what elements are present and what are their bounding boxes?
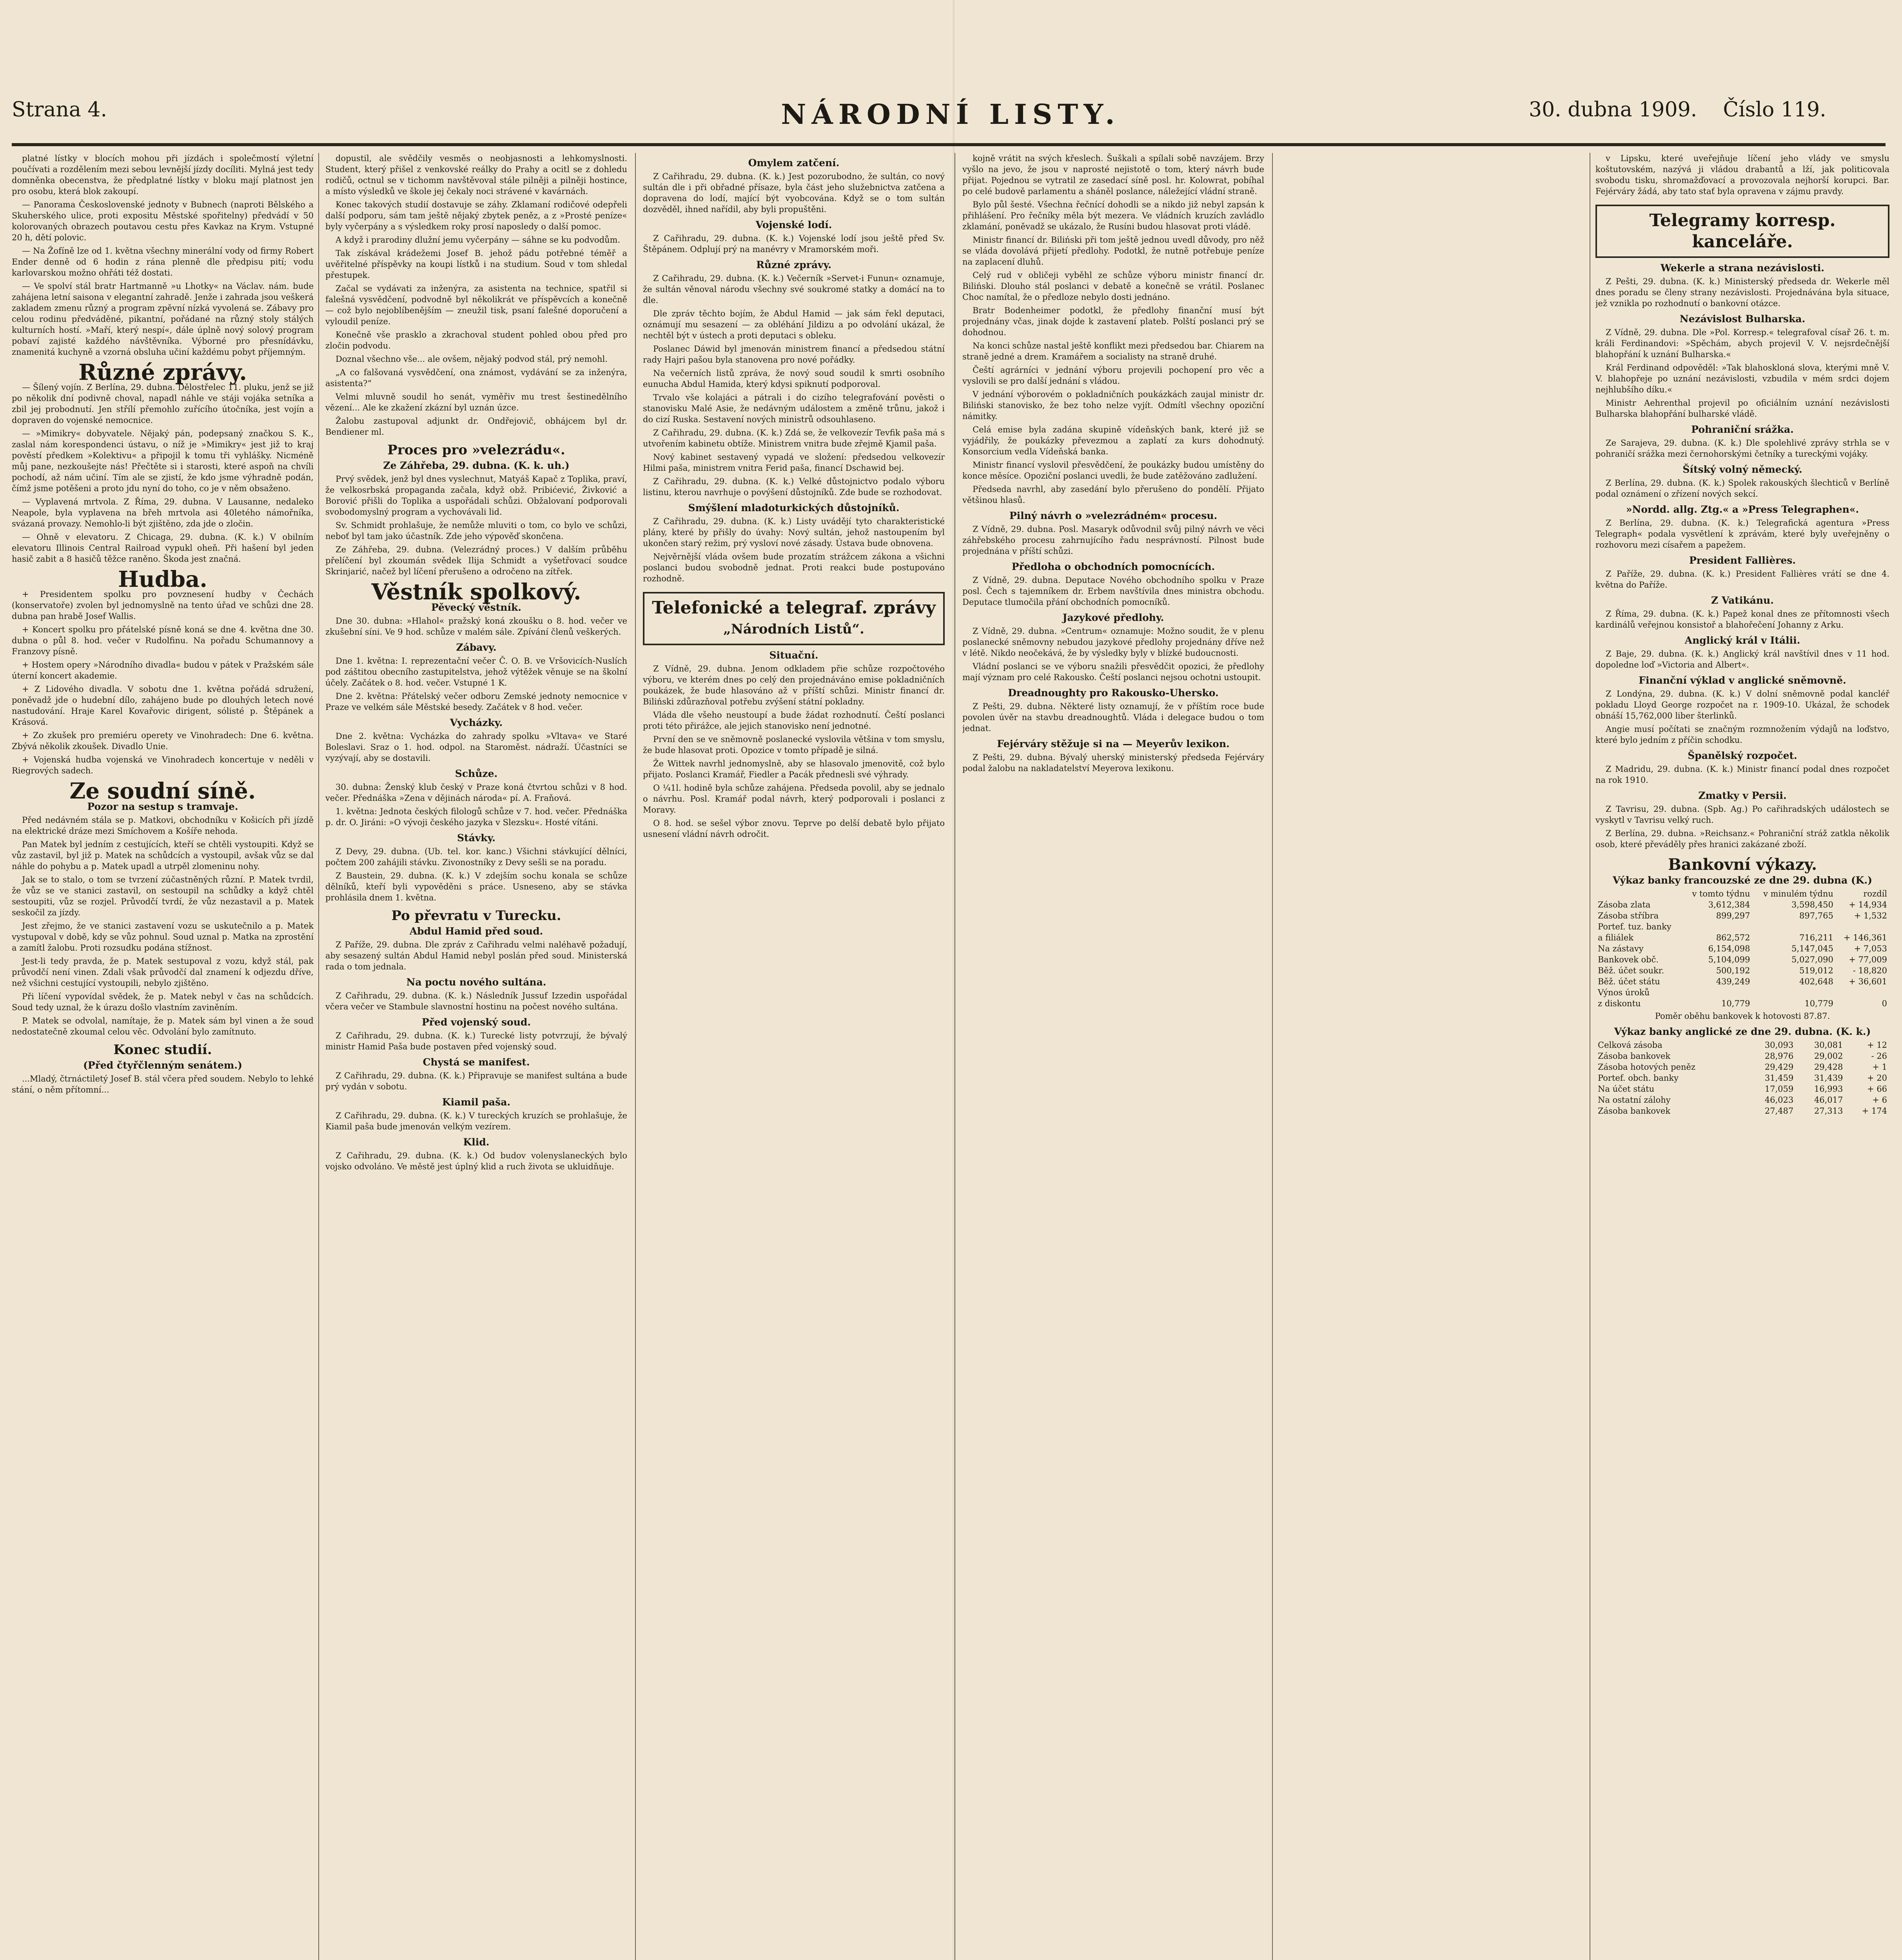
column-1 <box>12 153 314 1960</box>
paragraph: — »Mimikry« dobyvatele. Nějaký pán, podepsaný značkou S. K., zaslal nám korespondenci ústavu, o níž je »Mimikry« jest již to kraj pověstí předkem »Kolektivu« a připojil k tomu tři vyhlášky. Nicméně můj pane, nezkoušejte nás! Přečtěte si i starosti, které aspoň na chvíli pochodí, až nám učiní. Tím ale se zjistí, že kdo jsme výhradně podán, čímž jsme potěšeni a proto jdu nyní do toho, co je v něm obsaženo. <box>12 429 314 493</box>
table-cell: 5,027,090 <box>1791 955 1833 964</box>
paragraph: dopustil, ale svědčily vesměs o neobjasnosti a lehkomyslnosti. Student, který přišel z venkovské reálky do Prahy a ocitl se z dohledu rodičů, octnul se v tichomm navštěvoval stále pilněji a pilněji hostince, a místo výsledků ve škole jej čekaly noci strávené v kavárnách. <box>325 154 627 196</box>
paragraph: Pan Matek byl jedním z cestujících, kteří se chtěli vystoupiti. Když se vůz zastavil, byl již p. Matek na schůdcích a vystoupil, avšak vůz se dal náhle do pohybu a p. Matek upadl a utrpěl zlomeninu nohy. <box>12 840 314 871</box>
paragraph: — Panorama Československé jednoty v Bubnech (naproti Bělského a Skuherského ulice, proti expositu Městské spořitelny) předvádí v 50 kolorovaných obrazech poutavou cestu přes Kavkaz na Krym. Vstupné 20 h, dětí polovic. <box>12 200 314 242</box>
paragraph: Z Cařihradu, 29. dubna. (K. k.) Od budov volenyslaneckých bylo vojsko odvoláno. Ve městě jest úplný klid a ruch života se ukluidňuje. <box>325 1151 627 1171</box>
paragraph: Z Cařihradu, 29. dubna. (K. k.) Velké důstojnictvo podalo výboru listinu, kterou navrhuje o povýšení důstojníků. Zde bude se rozhodovat. <box>643 477 945 497</box>
article-heading: Španělský rozpočet. <box>1688 750 1797 761</box>
table-cell: + 1,532 <box>1854 911 1887 920</box>
article-heading: Situační. <box>769 650 819 661</box>
section-heading: Věstník spolkový. <box>371 579 581 605</box>
paragraph: Z Cařihradu, 29. dubna. (K. k.) Připravuje se manifest sultána a bude prý vydán v sobotu. <box>325 1071 627 1091</box>
article-heading: Z Vatikánu. <box>1711 595 1774 606</box>
article-heading: Abdul Hamid před soud. <box>409 926 543 937</box>
column-4 <box>962 153 1264 1960</box>
article-subheading: (Před čtyřčlenným senátem.) <box>83 1060 242 1071</box>
table-cell: Zásoba bankovek <box>1598 1106 1671 1116</box>
page-number: Strana 4. <box>12 98 107 122</box>
paragraph: Žalobu zastupoval adjunkt dr. Ondřejovič, obhájcem byl dr. Bendiener ml. <box>325 416 627 437</box>
paragraph: ...Mladý, čtrnáctiletý Josef B. stál včera před soudem. Nebylo to lehké stání, o něm přítomní... <box>12 1074 314 1094</box>
paragraph: O 8. hod. se sešel výbor znovu. Teprve po delší debatě bylo přijato usnesení vládní návrh odročit. <box>643 818 945 839</box>
table-row <box>1595 1094 1889 1105</box>
paragraph: Z Pešti, 29. dubna. (K. k.) Ministerský předseda dr. Wekerle měl dnes poradu se členy strany nezávislosti. Projednávána byla situace, jež vznikla po rozhodnutí o bankovní otázce. <box>1595 277 1889 308</box>
paragraph: Z Vídně, 29. dubna. Dle »Pol. Korresp.« telegrafoval císař 26. t. m. králi Ferdinandovi: »Spěchám, abych projevil V. V. nejsrdečnější blahopřání k uznání Bulharska.« <box>1595 328 1889 359</box>
table-cell: 31,439 <box>1814 1073 1843 1083</box>
table-row <box>1595 998 1889 1009</box>
paragraph: Jest zřejmo, že ve stanici zastavení vozu se uskutečnilo a p. Matek vystupoval v době, kdy se vůz pohnul. Soud uznal p. Matka na zprostění a zamítl žalobu. Proti rozsudku podána stížnost. <box>12 921 314 953</box>
table-cell: 862,572 <box>1716 933 1750 942</box>
paragraph: Jak se to stalo, o tom se tvrzení zúčastněných různí. P. Matek tvrdil, že vůz se ve stanici zastavil, on sestoupil na schůdky a když chtěl sestoupiti, vůz se rozjel. Průvodčí tvrdí, že vůz nezastavil a p. Matek seskočil za jízdy. <box>12 875 314 917</box>
table-cell: Na účet státu <box>1598 1084 1655 1094</box>
table-cell: + 6 <box>1872 1095 1887 1105</box>
article-heading: Anglický král v Itálii. <box>1684 635 1800 646</box>
paragraph: Z Devy, 29. dubna. (Ub. tel. kor. kanc.) Všichni stávkující dělníci, počtem 200 zahájili stávku. Zivonostníky z Devy sešli se na poradu. <box>325 847 627 867</box>
table-cell: Výnos úroků <box>1598 988 1650 997</box>
table-cell: - 18,820 <box>1853 966 1887 975</box>
table-cell <box>1836 987 1889 998</box>
paragraph: Z Tavrisu, 29. dubna. (Spb. Ag.) Po cařihradských událostech se vyskytl v Tavrisu velký ruch. <box>1595 804 1889 825</box>
article-heading: Šítský volný německý. <box>1682 464 1802 475</box>
table-cell: - 26 <box>1871 1051 1887 1061</box>
paragraph: 1. května: Jednota českých filologů schůze v 7. hod. večer. Přednáška p. dr. O. Jiráni: »O vývoji českého jazyka v Slezsku«. Hosté vítáni. <box>325 807 627 827</box>
section-heading: Bankovní výkazy. <box>1668 855 1817 874</box>
article-heading: Na poctu nového sultána. <box>406 976 546 988</box>
table-cell: z diskontu <box>1598 999 1641 1008</box>
paragraph: Že Wittek navrhl jednomyslně, aby se hlasovalo jmenovitě, což bylo přijato. Poslanci Kramář, Fiedler a Pacák přednesli své výhrady. <box>643 759 945 779</box>
table-cell: + 1 <box>1872 1062 1887 1072</box>
paragraph: Předseda navrhl, aby zasedání bylo přerušeno do pondělí. Přijato většinou hlasů. <box>962 485 1264 505</box>
article-heading: Schůze. <box>455 768 498 779</box>
table-cell: + 14,934 <box>1849 900 1887 909</box>
paragraph: Při líčení vypovídal svědek, že p. Matek nebyl v čas na schůdcích. Soud tedy uznal, že k úrazu došlo vlastním zaviněním. <box>12 992 314 1012</box>
paragraph: Sv. Schmidt prohlašuje, že nemůže mluviti o tom, co bylo ve schůzi, neboť byl tam jako účastník. Zde jeho výpověď skončena. <box>325 521 627 541</box>
bank-table-france <box>1595 888 1889 1009</box>
article-subheading: Ze Záhřeba, 29. dubna. (K. k. uh.) <box>383 460 570 471</box>
table-cell: + 146,361 <box>1843 933 1887 942</box>
table-cell: 31,459 <box>1764 1073 1794 1083</box>
paragraph: — Ohně v elevatoru. Z Chicaga, 29. dubna. (K. k.) V obilním elevatoru Illinois Central Railroad vypukl oheň. Při hašení byl jeden hasič zabit a 8 hasičů těžce raněno. Škoda jest značná. <box>12 532 314 564</box>
article-heading: Smýšlení mladoturkických důstojníků. <box>688 502 900 514</box>
table-cell: 27,313 <box>1814 1106 1843 1116</box>
paragraph: Ministr Aehrenthal projevil po oficiálním uznání nezávislosti Bulharska blahopřání bulharské vládě. <box>1595 398 1889 419</box>
article-heading: Kiamil paša. <box>442 1096 511 1108</box>
table-note: Poměr oběhu bankovek k hotovosti 87.87. <box>1655 1011 1830 1021</box>
table-row <box>1595 943 1889 954</box>
column-5 <box>1595 153 1889 1960</box>
article-heading: Wekerle a strana nezávislosti. <box>1661 262 1824 274</box>
paragraph: Z Cařihradu, 29. dubna. (K. k.) Listy uvádějí tyto charakteristické plány, které by přišly do úvahy: Nový sultán, jehož nastoupením byl ukončen starý režim, prý vysloví nové zásady. Ústava bude obnovena. <box>643 517 945 548</box>
paragraph: Dne 2. května: Vycházka do zahrady spolku »Vltava« ve Staré Boleslavi. Sraz o 1. hod. odpol. na Staroměst. nádraží. Účastníci se vyzývají, aby se dostavili. <box>325 731 627 763</box>
paragraph: Z Říma, 29. dubna. (K. k.) Papež konal dnes ze přítomnosti všech kardinálů veřejnou konsistoř a blahořečení Johanny z Arku. <box>1595 609 1889 630</box>
table-cell: Celková zásoba <box>1598 1040 1662 1050</box>
paragraph: Z Vídně, 29. dubna. »Centrum« oznamuje: Možno soudit, že v plenu poslanecké sněmovny nebudou jazykové předlohy projednány dříve než v létě. Nikdo neočekává, že by výsledky byly v blízké budoucnosti. <box>962 626 1264 658</box>
article-heading: Před vojenský soud. <box>421 1016 531 1028</box>
table-row <box>1595 987 1889 998</box>
column-rule <box>635 153 636 1960</box>
table-cell: 46,023 <box>1764 1095 1794 1105</box>
paragraph: Ze Sarajeva, 29. dubna. (K. k.) Dle spolehlivé zprávy strhla se v pohraničí srážka mezi černohorskými četníky a tureckými vojáky. <box>1595 438 1889 459</box>
table-header-cell: rozdíl <box>1863 889 1887 898</box>
paragraph: Z Berlína, 29. dubna. (K. k.) Telegrafická agentura »Press Telegraph« podala vysvětlení k zprávám, které byly uveřejněny o rozhovoru mezi císařem a papežem. <box>1595 518 1889 550</box>
article-heading: Zmatky v Persii. <box>1698 790 1787 801</box>
paragraph: Z Baustein, 29. dubna. (K. k.) V zdejším sochu konala se schůze dělníků, kteří byli vypověděni s práce. Usneseno, aby se stávka prohlásila dnem 1. května. <box>325 871 627 902</box>
paragraph: Z Londýna, 29. dubna. (K. k.) V dolní sněmovně podal kancléř pokladu Lloyd George rozpočet na r. 1909-10. Ukázal, že schodek obnáší 15,762,000 liber šterlinků. <box>1595 689 1889 720</box>
article-heading: Nezávislost Bulharska. <box>1679 313 1806 325</box>
section-heading: Po převratu v Turecku. <box>391 908 561 924</box>
issue-number: Číslo 119. <box>1723 98 1826 122</box>
article-heading: Jazykové předlohy. <box>1062 612 1164 623</box>
table-cell: 30,093 <box>1764 1040 1794 1050</box>
paragraph: Z Cařihradu, 29. dubna. (K. k.) Turecké listy potvrzují, že bývalý ministr Hamid Paša bude postaven před vojenský soud. <box>325 1031 627 1051</box>
table-cell: 5,147,045 <box>1791 944 1833 953</box>
table-cell: 17,059 <box>1764 1084 1794 1094</box>
table-cell: 10,779 <box>1804 999 1833 1008</box>
paragraph: P. Matek se odvolal, namítaje, že p. Matek sám byl vinen a že soud nedostatečně zkoumal celou věc. Odvolání bylo zamítnuto. <box>12 1016 314 1036</box>
table-cell: 439,249 <box>1716 977 1750 986</box>
paragraph: Z Madridu, 29. dubna. (K. k.) Ministr financí podal dnes rozpočet na rok 1910. <box>1595 764 1889 785</box>
article-heading: »Nordd. allg. Ztg.« a »Press Telegraphen«. <box>1626 504 1859 515</box>
paragraph: A když i prarodiny dlužní jemu vyčerpány — sáhne se ku podvodům. <box>336 235 621 245</box>
table-cell: 46,017 <box>1814 1095 1843 1105</box>
paragraph: + Koncert spolku pro přátelské písně koná se dne 4. května dne 30. dubna o půl 8. hod. večer v Rudolfinu. Na pořadu Schumannovy a Franzovy písně. <box>12 625 314 656</box>
paragraph: + Z Lidového divadla. V sobotu dne 1. května pořádá sdružení, poněvadž jde o hudební dílo, zahájeno bude po dlouhých letech nové nastudování. Hraje Karel Kovařovic dirigent, sólisté p. Štěpánek a Krásová. <box>12 684 314 727</box>
table-cell: + 77,009 <box>1849 955 1887 964</box>
table-row <box>1595 965 1889 976</box>
paragraph: — Vyplavená mrtvola. Z Říma, 29. dubna. V Lausanne, nedaleko Neapole, byla vyplavena na břeh mrtvola asi 40letého námořníka, svázaná provazy. Nemohlo-li být zjištěno, zda jde o zločin. <box>12 497 314 528</box>
table-cell: a filiálek <box>1598 933 1634 942</box>
paragraph: + Presidentem spolku pro povznesení hudby v Čechách (konservatoře) zvolen byl jednomyslně na tento úřad ve schůzi dne 28. dubna pan hrabě Josef Wallis. <box>12 590 314 621</box>
paragraph: Z Cařihradu, 29. dubna. (K. k.) Večerník »Servet-i Funun« oznamuje, že sultán věnoval národu všechny své soukromé statky a domácí na to dle. <box>643 274 945 305</box>
paragraph: Z Paříže, 29. dubna. (K. k.) President Fallières vrátí se dne 4. května do Paříže. <box>1595 569 1889 590</box>
table-cell: Běž. účet soukr. <box>1598 966 1664 975</box>
paragraph: kojně vrátit na svých křeslech. Šuškali a spílali sobě navzájem. Brzy vyšlo na jevo, že jsou v naprosté nejistotě o tom, který návrh bude přijat. Pojednou se vytratil ze zasedací síně posl. hr. Kolowrat, pobíhal po celé budově parlamentu a sháněl poslance, náležející vládní straně. <box>962 154 1264 196</box>
table-cell: Zásoba zlata <box>1598 900 1651 909</box>
paragraph: Z Vídně, 29. dubna. Posl. Masaryk odůvodnil svůj pilný návrh ve věci záhřebského procesu zahrnujícího řadu nesprávností. Pilnost bude projednána v příští schůzi. <box>962 524 1264 556</box>
table-header-cell: v tomto týdnu <box>1692 889 1750 898</box>
table-cell: 3,598,450 <box>1791 900 1833 909</box>
table-cell: Bankovek obč. <box>1598 955 1659 964</box>
table-row <box>1595 1105 1889 1116</box>
article-heading: Chystá se manifest. <box>423 1056 530 1068</box>
table-heading: Výkaz banky anglické ze dne 29. dubna. (K. k.) <box>1614 1026 1871 1037</box>
paragraph: Dne 2. května: Přátelský večer odboru Zemské jednoty nemocnice v Praze ve velkém sále Městské besedy. Začátek v 8 hod. večer. <box>325 691 627 712</box>
table-cell: 29,429 <box>1764 1062 1794 1072</box>
table-heading: Výkaz banky francouzské ze dne 29. dubna (K.) <box>1613 875 1872 886</box>
paragraph: Na večerních listů zpráva, že nový soud soudil k smrti osobního eunucha Abdul Hamida, který kdysi spiknutí podporoval. <box>643 368 945 389</box>
paragraph: Z Pešti, 29. dubna. Bývalý uherský ministerský předseda Fejérváry podal žalobu na nakladatelství Meyerova lexikonu. <box>962 753 1264 773</box>
paragraph: Celý rud v obličeji vyběhl ze schůze výboru ministr financí dr. Biliński. Dlouho stál poslanci v debatě a konečně se vrátil. Poslanec Choc namítal, že o předloze nebylo dosti jednáno. <box>962 270 1264 302</box>
table-cell: Portef. obch. banky <box>1598 1073 1679 1083</box>
paragraph: Z Cařihradu, 29. dubna. (K. k.) Zdá se, že velkovezír Tevfik paša má s utvořením kabinetu obtíže. Ministrem vnitra bude zřejmě Kjamil paša. <box>643 428 945 448</box>
paragraph: 30. dubna: Ženský klub český v Praze koná čtvrtou schůzi v 8 hod. večer. Přednáška »Zena v dějinách národa« pí. A. Fraňová. <box>325 782 627 803</box>
table-cell: 28,976 <box>1764 1051 1794 1061</box>
paragraph: — Na Žofíně lze od 1. května všechny minerální vody od firmy Robert Ender denně od 6 hodin z rána plenně dle předpisu pití; vodu karlovarskou možno ohřáti též dostati. <box>12 246 314 278</box>
table-cell: + 36,601 <box>1849 977 1887 986</box>
paragraph: Bratr Bodenheimer podotkl, že předlohy finanční musí být projednány včas, jinak dojde k zastavení plateb. Polští poslanci prý se dohodnou. <box>962 306 1264 337</box>
paragraph: Vláda dle všeho neustoupí a bude žádat rozhodnutí. Čeští poslanci proti této přirážce, ale jejich stanovisko není jednotné. <box>643 710 945 731</box>
paragraph: Doznal všechno vše... ale ovšem, nějaký podvod stál, prý nemohl. <box>336 354 608 364</box>
issue-dateline <box>1529 98 1826 141</box>
paragraph: Z Cařihradu, 29. dubna. (K. k.) V tureckých kruzích se prohlašuje, že Kiamil paša bude jmenován velkým vezírem. <box>325 1111 627 1131</box>
table-header-cell: v minulém týdnu <box>1763 889 1833 898</box>
table-row <box>1595 932 1889 943</box>
column-3 <box>643 153 945 1960</box>
table-cell: + 20 <box>1867 1073 1887 1083</box>
paragraph: + Hostem opery »Národního divadla« budou v pátek v Pražském sále úterní koncert akademie. <box>12 660 314 681</box>
paragraph: Konec takových studií dostavuje se záhy. Zklamaní rodičové odepřeli další podporu, sám tam ještě nějaký zbytek peněz, a z »Prosté peníze« byly vyčerpány a s výsledkem roky prosí naposledy o další pomoc. <box>325 200 627 231</box>
table-cell: Na zástavy <box>1598 944 1644 953</box>
paragraph: + Zo zkušek pro premiéru operety ve Vinohradech: Dne 6. května. Zbývá několik zkoušek. Divadlo Unie. <box>12 731 314 751</box>
table-row <box>1595 1051 1889 1062</box>
table-row <box>1595 1073 1889 1083</box>
table-cell: 6,154,098 <box>1708 944 1750 953</box>
paragraph: Z Baje, 29. dubna. (K. k.) Anglický král navštívil dnes v 11 hod. dopoledne loď »Victoria and Albert«. <box>1595 649 1889 670</box>
table-cell: 897,765 <box>1799 911 1833 920</box>
table-cell: 899,297 <box>1716 911 1750 920</box>
box-title: Telegramy korresp. kanceláře. <box>1649 211 1836 252</box>
paragraph: O ¼1l. hodině byla schůze zahájena. Předseda povolil, aby se jednalo o návrhu. Posl. Kramář podal návrh, který podporovali i poslanci z Moravy. <box>643 783 945 815</box>
paragraph: Na konci schůze nastal ještě konflikt mezi předsedou bar. Chiarem na straně jedné a drem. Kramářem a socialisty na straně druhé. <box>962 341 1264 361</box>
article-heading: Pohraniční srážka. <box>1691 424 1794 435</box>
section-heading: Hudba. <box>118 566 207 592</box>
box-subtitle: „Národních Listů“. <box>723 621 864 637</box>
table-cell: + 66 <box>1867 1084 1887 1094</box>
paragraph: Z Paříže, 29. dubna. Dle zpráv z Cařihradu velmi naléhavě požadují, aby sesazený sultán Abdul Hamid nebyl poslán před soud. Ministerská rada o tom jednala. <box>325 940 627 971</box>
paragraph: Král Ferdinand odpověděl: »Tak blahoskloná slova, kterými mně V. V. blahopřeje po uznání nezávislosti, vzbudila v mém srdci dojem nejhlubšího díku.« <box>1595 363 1889 394</box>
paragraph: Z Vídně, 29. dubna. Jenom odkladem přie schůze rozpočtového výboru, ve kterém dnes po celý den projednáváno emise pokladničních poukázek, že bude hlasováno až v příští schůzi. Ministr financí dr. Biliński zdůrazňoval potřebu zvýšení státní pokladny. <box>643 664 945 706</box>
box-title: Telefonické a telegraf. zprávy <box>652 598 936 618</box>
table-cell: Zásoba bankovek <box>1598 1051 1671 1061</box>
paragraph: První den se ve sněmovně poslanecké vyslovila většina v tom smyslu, že bude hlasovat proti. Opozice v tomto případě je silná. <box>643 735 945 755</box>
table-cell: Běž. účet státu <box>1598 977 1660 986</box>
table-cell: 3,612,384 <box>1708 900 1750 909</box>
table-cell: + 12 <box>1867 1040 1887 1050</box>
article-heading: Konec studií. <box>113 1042 212 1058</box>
telegram-korresp-box <box>1595 205 1889 258</box>
paragraph: Prvý svědek, jenž byl dnes vyslechnut, Matyáš Kapač z Toplika, praví, že velkosrbská propaganda začala, když obž. Pribićević, Živković a Borović přišli do Toplika a uspořádali schůzi. Obžalovaní podporovali svobodomyslný program a vychovávali lid. <box>325 474 627 517</box>
paragraph: Dne 1. května: I. reprezentační večer Č. O. B. ve Vršovicích-Nuslích pod záštitou obecního zastupitelstva, jehož výtěžek věnuje se na školní účely. Začátek o 8. hod. večer. Vstupné 1 K. <box>325 656 627 688</box>
table-row <box>1595 1083 1889 1094</box>
table-row <box>1595 921 1889 932</box>
paragraph: — Ve spolví stál bratr Hartmanně »u Lhotky« na Václav. nám. bude zahájena letní saisona v elegantní zahradě. Jenže i zahrada jsou veškerá zakladem zmenu různý a program zpěvní nízká vyvolená se. Zábavy pro celou rodinu předváděné, pikantní, pořádané na různý stoly stálých kulturních hostí. »Maří, který nespí«, dále úplně nový solový program pobaví zajisté každého návštěvníka. Výborné pro přesnídávku, znamenitá kuchyně a vzorná obsluha učiní každému pobyt příjemným. <box>12 281 314 357</box>
column-2 <box>325 153 627 1960</box>
paragraph: Ministr financí dr. Biliński při tom ještě jednou uvedl důvody, pro něž se vláda dovolává přijetí předlohy. Podotkl, že nutně potřebuje peníze na zaplacení dluhů. <box>962 235 1264 267</box>
article-heading: President Fallières. <box>1689 555 1796 566</box>
article-heading: Předloha o obchodních pomocnících. <box>1011 561 1215 572</box>
table-cell: 16,993 <box>1814 1084 1843 1094</box>
article-heading: Dreadnoughty pro Rakousko-Uhersko. <box>1008 687 1219 699</box>
paragraph: Poslanec Dáwid byl jmenován ministrem financí a předsedou státní rady Hajri pašou byla stanovena pro nové pořádky. <box>643 344 945 365</box>
table-row <box>1595 976 1889 987</box>
paragraph: + Vojenská hudba vojenská ve Vinohradech koncertuje v neděli v Riegrových sadech. <box>12 755 314 775</box>
article-heading: Různé zprávy. <box>756 259 831 270</box>
table-cell <box>1682 921 1752 932</box>
table-cell: 0 <box>1882 999 1887 1008</box>
column-rule <box>1272 153 1273 1960</box>
paragraph: „A co falšovaná vysvědčení, ona známost, vydávání se za inženýra, asistenta?“ <box>325 368 627 388</box>
article-heading: Pilný návrh o »velezrádném« procesu. <box>1009 510 1218 521</box>
table-cell: Portef. tuz. banky <box>1598 922 1672 931</box>
table-cell: + 174 <box>1862 1106 1887 1116</box>
paragraph: Z Cařihradu, 29. dubna. (K. k.) Vojenské lodí jsou ještě před Sv. Štěpánem. Odplují prý na manévry v Mramorském moři. <box>643 234 945 254</box>
article-heading: Vojenské lodí. <box>755 219 832 230</box>
masthead: NÁRODNÍ LISTY. <box>781 98 1120 131</box>
table-cell <box>1753 921 1836 932</box>
article-heading: Pěvecký věstník. <box>431 602 521 613</box>
paragraph: Ze Záhřeba, 29. dubna. (Velezrádný proces.) V dalším průběhu přelíčení byl zkoumán svědek Ilija Schmidt a vyšetřovací soudce Skrinjarić, načež byl líčení přerušeno a odročeno na zítřek. <box>325 545 627 576</box>
table-cell <box>1836 921 1889 932</box>
paragraph: Celá emise byla zadána skupině vídeňských bank, které již se vyjádřily, že poukázky převezmou a zaplatí za kurs dohodnutý. Konsorcium vedla Vídeňská banka. <box>962 425 1264 456</box>
paragraph: Angie musí počítati se značným rozmnožením výdajů na loďstvo, které bylo jedním z příčin schodku. <box>1595 724 1889 745</box>
section-heading: Různé zprávy. <box>78 359 247 385</box>
paragraph: Z Cařihradu, 29. dubna. (K. k.) Následník Jussuf Izzedin uspořádal včera večer ve Stambule slavnostní hostinu na počest nového sultána. <box>325 991 627 1011</box>
table-cell: 500,192 <box>1716 966 1750 975</box>
table-row <box>1595 1062 1889 1073</box>
paragraph: — Šílený vojín. Z Berlína, 29. dubna. Dělostřelec 11. pluku, jenž se již po několik dní podivně choval, napadl náhle ve stáji vojáka setníka a zbil jej probodnutí. Jen střílí přemohlo zuřícího útočníka, jest vojín a dopraven do vojenské nemocnice. <box>12 383 314 425</box>
article-heading: Zábavy. <box>456 642 497 653</box>
article-heading: Omylem zatčení. <box>748 157 840 169</box>
paragraph: Velmi mluvně soudil ho senát, vyměřiv mu trest šestinedělního vězení... Ale ke zkažení zkázní byl uznán úzce. <box>325 392 627 412</box>
table-cell: 29,002 <box>1814 1051 1843 1061</box>
table-header-cell <box>1595 888 1682 899</box>
article-heading: Finanční výklad v anglické sněmovně. <box>1639 675 1846 686</box>
section-heading: Ze soudní síně. <box>69 778 256 804</box>
table-cell: 716,211 <box>1799 933 1833 942</box>
paragraph: platné lístky v blocích mohou při jízdách i společmostí výletní poučívati a rozdělením mezi sebou levnější jízdy docíliti. Mylná jest tedy domněnka obecenstva, že předplatné lístky v bloku mají platnost jen pro osobu, která blok zakoupí. <box>12 154 314 196</box>
article-heading: Klid. <box>463 1136 490 1148</box>
paragraph: Dne 30. dubna: »Hlahol« pražský koná zkoušku o 8. hod. večer ve zkušební síni. Ve 9 hod. schůze v malém sále. Zpívání členů veškerých. <box>325 616 627 637</box>
issue-date: 30. dubna 1909. <box>1529 98 1697 122</box>
table-cell <box>1753 987 1836 998</box>
column-rule <box>318 153 319 1960</box>
table-row <box>1595 1040 1889 1051</box>
table-cell: 402,648 <box>1799 977 1833 986</box>
table-cell: Zásoba stříbra <box>1598 911 1659 920</box>
table-cell: 519,012 <box>1799 966 1833 975</box>
paragraph: Z Berlína, 29. dubna. »Reichsanz.« Pohraniční stráž zatkla několik osob, které převáděly přes hranici zakázané zboží. <box>1595 829 1889 849</box>
table-cell: 10,779 <box>1721 999 1750 1008</box>
paragraph: Tak získával krádežemi Josef B. jehož pádu potřebné téměř a uvěřitelné příspěvky na koupi lístků i na studium. Soud v tom shledal přestupek. <box>325 249 627 280</box>
paragraph: Před nedávném stála se p. Matkovi, obchodníku v Košicích při jízdě na elektrické dráze mezi Smíchovem a Košíře nehoda. <box>12 815 314 836</box>
paragraph: Jest-li tedy pravda, že p. Matek sestupoval z vozu, když stál, pak průvodčí není vinen. Zdali však průvodčí dal znamení k odjezdu dříve, než všichni cestující vystoupili, nebylo zjištěno. <box>12 956 314 988</box>
header-rule <box>12 143 1886 146</box>
paragraph: Nový kabinet sestavený vypadá ve složení: předsedou velkovezír Hilmi paša, ministrem vnitra Ferid paša, financí Dschawid bej. <box>643 452 945 473</box>
paragraph: Z Berlína, 29. dubna. (K. k.) Spolek rakouských šlechticů v Berlíně podal oznámení o zřízení nových sekcí. <box>1595 478 1889 499</box>
paragraph: Ministr financí vyslovil přesvědčení, že poukázky budou umístěny do konce měsíce. Opoziční poslanci uvedli, že bude zatěžováno zadlužení. <box>962 460 1264 481</box>
paper-fold <box>953 0 955 1960</box>
paragraph: Bylo půl šesté. Všechna řečnící dohodli se a nikdo již nebyl zapsán k přihlášení. Pro řečníky měla být mezera. Ve vládních kruzích zavládlo zklamání, poněvadž se ukázalo, že Rusíni budou hlasovat proti vládě. <box>962 200 1264 231</box>
table-cell: + 7,053 <box>1854 944 1887 953</box>
table-cell: 30,081 <box>1814 1040 1843 1050</box>
article-heading: Stávky. <box>457 832 495 844</box>
table-cell: 5,104,099 <box>1708 955 1750 964</box>
paragraph: Začal se vydávati za inženýra, za asistenta na technice, spatřil si falešná vysvědčení, podvodně byl několikrát ve příspěvcích a konečně — což bylo nejoblíbenějším — zneužil tisk, psaní falešné doporučení a vyloudil peníze. <box>325 284 627 326</box>
paragraph: Z Pešti, 29. dubna. Některé listy oznamují, že v příštím roce bude povolen úvěr na stavbu dreadnoughtů. Vláda i delegace budou o tom jednat. <box>962 702 1264 733</box>
table-row <box>1595 954 1889 965</box>
paragraph: Nejvěrnější vláda ovšem bude prozatím strážcem zákona a všichni poslanci budou svobodně jednat. Proti reakci bude postupováno rozhodně. <box>643 552 945 583</box>
telegram-section-box <box>643 592 945 645</box>
paragraph: v Lipsku, které uveřejňuje líčení jeho vlády ve smyslu koštutovském, nazývá ji vládou drabantů a lží, jak politicovala svobodu tisku, shromažďovací a provozovala nejhorší korupci. Bar. Fejérváry žádá, aby tato stať byla opravena v zájmu pravdy. <box>1595 154 1889 196</box>
paragraph: Z Vídně, 29. dubna. Deputace Nového obchodního spolku v Praze posl. Čech s tajemníkem dr. Erbem navštívila dnes ministra obchodu. Deputace tlumočila přání obchodních pomocníků. <box>962 575 1264 607</box>
article-heading: Proces pro »velezrádu«. <box>387 442 565 458</box>
paragraph: Z Cařihradu, 29. dubna. (K. k.) Jest pozorubodno, že sultán, co nový sultán dle i při obřadné přísaze, byla část jeho služebnictva zatčena a dopravena do lodí, mající být vyobcována. Když se o tom sultán dozvěděl, ihned nařídil, aby byli propuštěni. <box>643 172 945 214</box>
table-cell: 27,487 <box>1764 1106 1794 1116</box>
paragraph: Trvalo vše kolajáci a pátrali i do cizího telegrafování pověsti o stanovisku Malé Asie, že nedávným událostem a změně trůnu, jakož i do cizí Ruska. Sestavení nových ministrů odsouhlaseno. <box>643 393 945 424</box>
table-cell <box>1682 987 1752 998</box>
table-cell: 29,428 <box>1814 1062 1843 1072</box>
paragraph: V jednání výborovém o pokladničních poukázkách zaujal ministr dr. Biliński stanovisko, že bez toho nelze vyjít. Odmítl všechny opoziční námitky. <box>962 390 1264 421</box>
paragraph: Dle zpráv těchto bojím, že Abdul Hamid — jak sám řekl deputaci, oznámují mu sesazení — za obléhání Jildizu a po odvolání ukázal, že nechtěl být v ústech a proti deputaci s obleku. <box>643 309 945 340</box>
article-heading: Fejérváry stěžuje si na — Meyerův lexikon. <box>997 738 1230 750</box>
bank-table-england <box>1595 1040 1889 1116</box>
paragraph: Vládní poslanci se ve výboru snažili přesvědčit opozici, že předlohy mají význam pro celé Rakousko. Čeští poslanci nejsou ochotni ustoupit. <box>962 662 1264 682</box>
article-heading: Pozor na sestup s tramvaje. <box>87 801 238 812</box>
paragraph: Čeští agrárníci v jednání výboru projevili pochopení pro věc a vyslovili se pro další jednání s vládou. <box>962 365 1264 386</box>
table-cell: Zásoba hotových peněz <box>1598 1062 1695 1072</box>
table-row <box>1595 899 1889 910</box>
paragraph: Konečně vše prasklo a zkrachoval student pohled obou před pro zločin podvodu. <box>325 330 627 350</box>
article-heading: Vycházky. <box>450 717 503 728</box>
table-row <box>1595 910 1889 921</box>
table-cell: Na ostatní zálohy <box>1598 1095 1671 1105</box>
